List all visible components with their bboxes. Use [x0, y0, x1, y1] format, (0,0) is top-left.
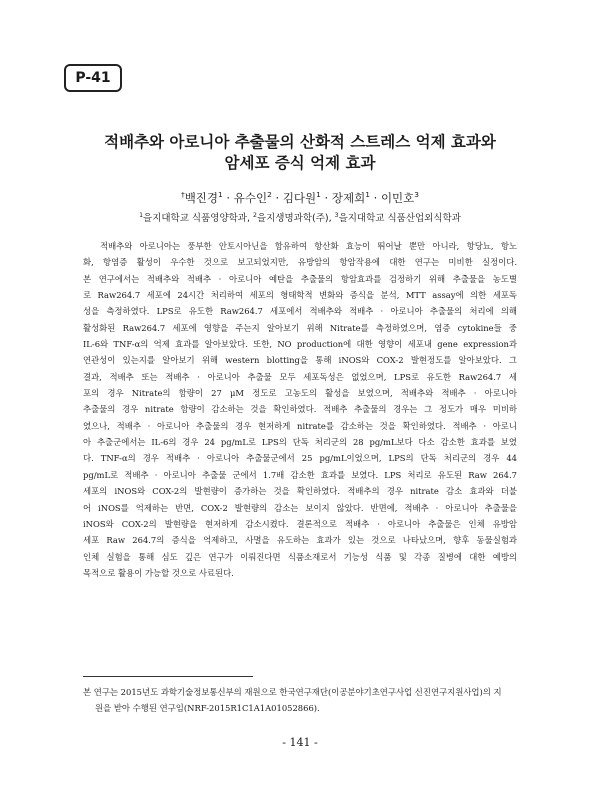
affiliation-text: 을지대학교 식품영양학과,: [143, 213, 254, 224]
abstract-line: 화, 항염증 활성이 우수한 것으로 보고되었지만, 유방암의 항암작용에 대한 연구는 미비한 실정이다.: [83, 257, 517, 268]
affiliation-marker: 1: [218, 190, 223, 200]
affiliation-number: 1: [139, 211, 144, 219]
abstract-line: 였으나, 적배추 · 아로니아 추출물의 경우 현저하게 nitrate를 감소하는 것을 확인하였다. 적배추 · 아로니: [83, 420, 517, 431]
abstract-line: iNOS와 COX-2의 발현량을 현저하게 감소시켰다. 결론적으로 적배추 · 아로니아 추출물은 인체 유방암: [83, 518, 517, 529]
abstract-line: 세포의 iNOS와 COX-2의 발현량이 증가하는 것을 확인하였다. 적배추의 경우 nitrate 감소 효과와 더불: [83, 486, 517, 497]
affiliation-marker: 2: [267, 190, 272, 200]
abstract-line: 본 연구에서는 적배추와 적배추 · 아로니아 예탄을 추출물의 항암효과를 검정하기 위해 추출물을 농도별: [83, 273, 517, 284]
page-number: - 141 -: [282, 736, 318, 749]
affiliation-number: 3: [334, 211, 339, 219]
abstract-line: 어 iNOS를 억제하는 반면, COX-2 발현량의 감소는 보이지 않았다. 반면에, 적배추 · 아로니아 추출물을: [83, 502, 517, 513]
affiliation-list: [60, 210, 540, 224]
affiliation-marker: 3: [414, 190, 420, 200]
title-line: 적배추와 아로니아 추출물의 산화적 스트레스 억제 효과와: [104, 133, 496, 151]
abstract-line: IL-6와 TNF-α의 억제 효과를 알아보았다. 또한, NO production에 대한 영향이 세포내 gene expression과: [83, 339, 517, 350]
abstract-line: 인체 실험을 통해 심도 깊은 연구가 이뤄진다면 식품소재로서 기능성 식품 및 각종 질병에 대한 예방의: [83, 551, 517, 562]
footnote-line: 원을 받아 수행된 연구임(NRF-2015R1C1A1A01052866).: [95, 703, 320, 713]
abstract-line: 로 Raw264.7 세포에 24시간 처리하여 세포의 형태학적 변화와 증식을 분석, MTT assay에 의한 세포독: [83, 290, 517, 301]
footnote-line: 본 연구는 2015년도 과학기술정보통신부의 재원으로 한국연구재단(이공분야기초연구사업 신진연구지원사업)의 지: [83, 687, 502, 697]
abstract-line: 목적으로 활용이 가능할 것으로 사료된다.: [83, 567, 234, 578]
footnote-divider: [83, 676, 253, 677]
poster-number-badge: P-41: [64, 64, 122, 92]
abstract-line: 활성화된 Raw264.7 세포에 영향을 주는지 알아보기 위해 Nitrate를 측정하였으며, 염증 cytokine들 중: [83, 322, 517, 333]
abstract-line: 연관성이 있는지를 알아보기 위해 western blotting을 통해 iNOS와 COX-2 발현정도를 알아보았다. 그: [83, 355, 517, 366]
author-separator: ·: [222, 191, 234, 205]
footnote: [83, 684, 517, 716]
abstract-line: pg/mL로 적배추 · 아로니아 추출물 군에서 1.7배 감소한 효과를 보였다. LPS 처리로 유도된 Raw 264.7: [83, 469, 517, 480]
author-name: 김다원: [282, 191, 317, 205]
author-separator: ·: [271, 191, 283, 205]
author-separator: ·: [369, 191, 381, 205]
affiliation-marker: 1: [365, 190, 370, 200]
abstract-line: 결과, 적배추 또는 적배추 · 아로니아 추출물 모두 세포독성은 없었으며, LPS로 유도한 Raw264.7 세: [83, 371, 517, 382]
abstract-line: 포의 경우 Nitrate의 함량이 27 μM 정도로 고농도의 활성을 보였으며, 적배추와 적배추 · 아로니아: [83, 388, 517, 399]
author-name: 백진경: [184, 191, 219, 205]
paper-title: [60, 132, 540, 174]
author-list: [60, 190, 540, 206]
affiliation-text: 을지대학교 식품산업외식학과: [338, 213, 461, 224]
corresponding-mark: †: [180, 190, 185, 200]
abstract-line: 성을 측정하였다. LPS로 유도한 Raw264.7 세포에서 적배추와 적배추 · 아로니아 추출물의 처리에 의해: [83, 306, 517, 317]
abstract-line: 세포 Raw 264.7의 증식을 억제하고, 사멸을 유도하는 효과가 있는 것으로 나타났으며, 향후 동물실험과: [83, 535, 517, 546]
abstract-line: 아 추출군에서는 IL-6의 경우 24 pg/mL로 LPS의 단독 처리군의 28 pg/mL보다 다소 감소한 효과를 보였: [83, 437, 517, 448]
affiliation-text: 을지생명과학(주),: [256, 213, 335, 224]
affiliation-marker: 1: [316, 190, 321, 200]
abstract-body: [83, 238, 517, 581]
author-name: 이민호: [380, 191, 415, 205]
author-name: 장제희: [331, 191, 366, 205]
author-separator: ·: [320, 191, 332, 205]
abstract-line: 다. TNF-α의 경우 적배추 · 아로니아 추출물군에서 25 pg/mL이었으며, LPS의 단독 처리군의 경우 44: [83, 453, 517, 464]
title-line: 암세포 증식 억제 효과: [224, 154, 376, 172]
author-name: 유수인: [233, 191, 268, 205]
abstract-line: 적배추와 아로니아는 풍부한 안토시아닌을 함유하여 항산화 효능이 뛰어날 뿐만 아니라, 항당뇨, 항노: [100, 241, 517, 251]
abstract-line: 추출물의 경우 nitrate 함량이 감소하는 것을 확인하였다. 적배추 추출물의 경우는 그 정도가 매우 미비하: [83, 404, 517, 415]
affiliation-number: 2: [253, 211, 257, 219]
